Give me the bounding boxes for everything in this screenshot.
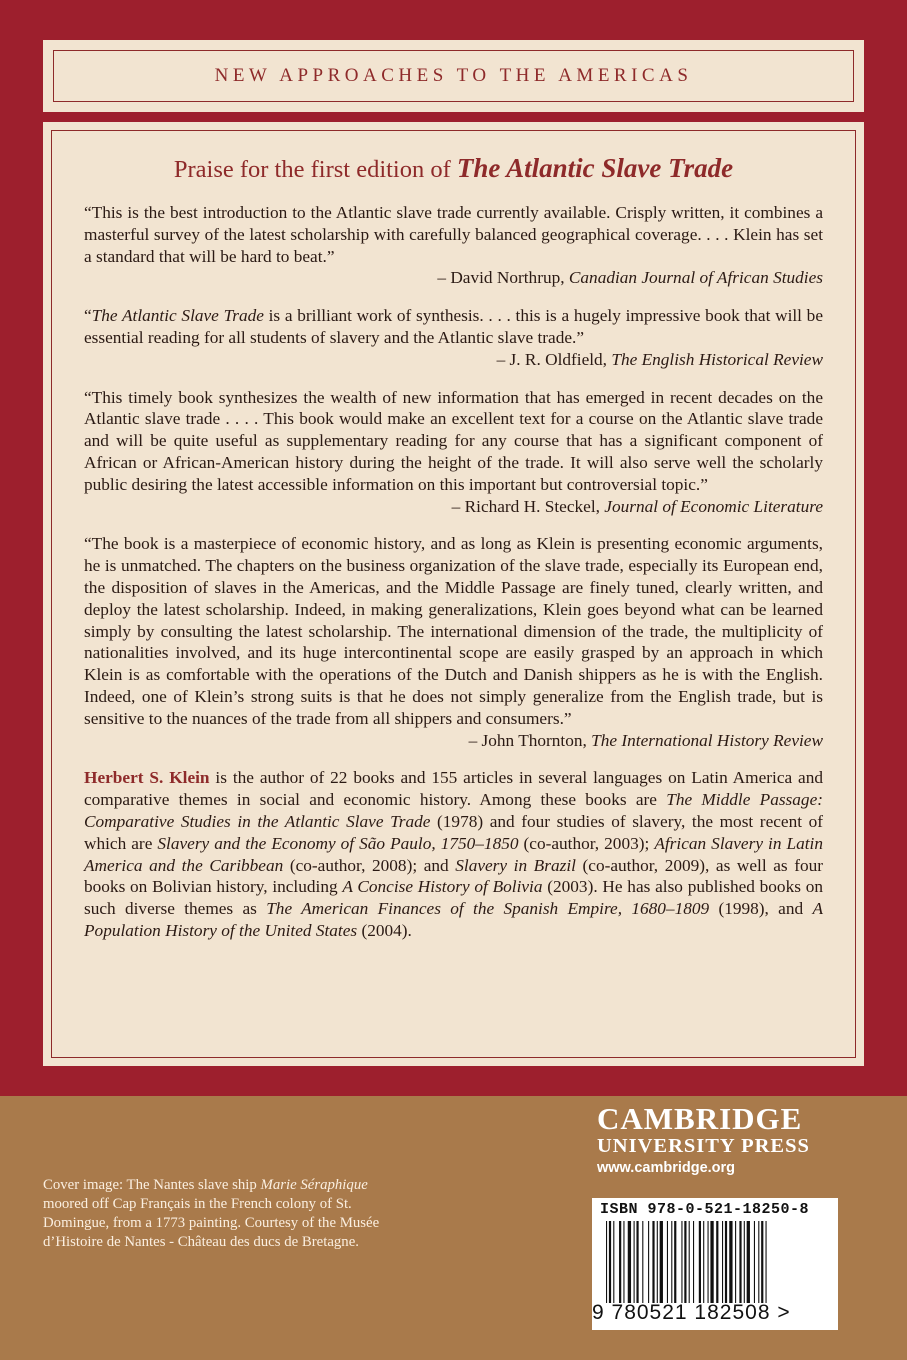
bio-book-title: The Middle Passage: Comparative Studies in the Atlantic Slave Trade — [84, 790, 823, 831]
bio-book-title: African Slavery in Latin America and the Caribbean — [84, 833, 823, 875]
isbn-barcode — [592, 1198, 838, 1330]
quote-3-attribution — [84, 496, 823, 518]
bio-text: (co-author, 2009), as well as four books on Bolivian history, including — [84, 855, 823, 897]
caption-text: moored off Cap Français in the French colony of St. Domingue, from a 1773 painting. Courtesy of the Musée d’Histoire de Nantes - Château des ducs de Bretagne. — [43, 1196, 380, 1250]
praise-heading — [84, 153, 823, 184]
bio-text: is the author of 22 books and 155 articles in several languages on Latin America and comparative themes in social and economic history. Among these books are — [84, 768, 823, 810]
publisher-url: www.cambridge.org — [597, 1160, 736, 1176]
bio-text: (co-author, 2003); — [518, 833, 655, 853]
quote-3-source: Journal of Economic Literature — [604, 496, 823, 516]
quote-1-source: Canadian Journal of African Studies — [568, 268, 823, 288]
bio-text: (1978) and four studies of slavery, the most recent of which are — [84, 811, 824, 853]
bio-text: (2003). He has also published books on such diverse themes as — [84, 877, 823, 919]
series-title: NEW APPROACHES TO THE AMERICAS — [214, 65, 693, 86]
barcode-bars — [606, 1221, 826, 1303]
quote-3-text: “This timely book synthesizes the wealth of new information that has emerged in recent decades on the Atlantic slave trade . . . . This book would make an excellent text for a course on the Atlantic slave trade and will be quite useful as supplementary reading for any course that has a significant component of African or African-American history during the height of the trade. It will also serve well the scholarly public desiring the latest accessible information on this important but controversial topic.” — [84, 387, 823, 494]
quote-2-book-title: The Atlantic Slave Trade — [91, 306, 264, 326]
quote-4-attribution — [84, 730, 823, 752]
quote-2-text: is a brilliant work of synthesis. . . . this is a hugely impressive book that will be essential reading for all students of slavery and the Atlantic slave trade.” — [84, 306, 823, 347]
bio-book-title: Slavery in Brazil — [455, 855, 576, 875]
barcode-digits: 9 780521 182508 > — [592, 1301, 791, 1324]
praise-content — [84, 153, 823, 942]
publisher-subtitle: UNIVERSITY PRESS — [597, 1135, 810, 1157]
bio-book-title: A Population History of the United States — [84, 899, 823, 940]
quote-4-text: “The book is a masterpiece of economic history, and as long as Klein is presenting economic arguments, he is unmatched. The chapters on the business organization of the slave trade, especially its European end, the disposition of slaves in the Americas, and the Middle Passage are finely tuned, clearly written, and deploy the latest scholarship. Indeed, in making generalizations, Klein goes beyond what can be learned simply by consulting the latest scholarship. The international dimension of the trade, the multiplicity of nationalities involved, and its huge intercontinental scope are easily grasped by an approach in which Klein is as comfortable with the operations of the Dutch and Danish shippers as he is with the English. Indeed, one of Klein’s strong suits is that he does not simply generalize from the English trade, but is sensitive to the nuances of the trade from all shippers and consumers.” — [84, 534, 823, 728]
bio-text: (2004). — [357, 920, 412, 940]
author-bio — [84, 767, 823, 941]
caption-text: Cover image: The Nantes slave ship — [43, 1177, 261, 1193]
publisher-logo — [597, 1103, 827, 1178]
bio-book-title: A Concise History of Bolivia — [342, 877, 543, 897]
isbn-label: ISBN 978-0-521-18250-8 — [600, 1201, 810, 1218]
author-name: Herbert S. Klein — [84, 768, 210, 788]
quote-1-attribution — [84, 267, 823, 289]
caption-ship-name: Marie Séraphique — [260, 1177, 368, 1193]
quote-3-author: – Richard H. Steckel, — [451, 496, 600, 516]
praise-panel-frame — [51, 130, 856, 1058]
quote-2: “The Atlantic Slave Trade is a brilliant work of synthesis. . . . this is a hugely impressive book that will be essential reading for all students of slavery and the Atlantic slave trade.” — [84, 306, 823, 347]
quote-1-text: “This is the best introduction to the Atlantic slave trade currently available. Crisply written, it combines a masterful survey of the latest scholarship with carefully balanced geographical coverage. . . . Klein has set a standard that will be hard to beat.” — [84, 203, 823, 266]
quote-2-source: The English Historical Review — [611, 349, 823, 369]
praise-panel — [43, 122, 864, 1066]
quote-4-author: – John Thornton, — [468, 730, 587, 750]
bio-text: (co-author, 2008); and — [283, 855, 456, 875]
cover-image-caption — [43, 1176, 413, 1252]
quote-2-author: – J. R. Oldfield, — [496, 349, 607, 369]
quote-1-author: – David Northrup, — [437, 268, 565, 288]
praise-heading-title: The Atlantic Slave Trade — [456, 153, 734, 183]
publisher-name: CAMBRIDGE — [597, 1101, 803, 1136]
bio-book-title: The American Finances of the Spanish Empire, 1680–1809 — [266, 899, 710, 919]
series-banner — [43, 40, 864, 112]
quote-4-source: The International History Review — [591, 730, 823, 750]
bio-text: (1998), and — [709, 899, 813, 919]
series-banner-frame — [53, 50, 854, 102]
praise-heading-prefix: Praise for the first edition of — [173, 156, 451, 183]
quote-2-attribution — [84, 349, 823, 371]
bio-book-title: Slavery and the Economy of São Paulo, 1750–1850 — [157, 833, 519, 853]
